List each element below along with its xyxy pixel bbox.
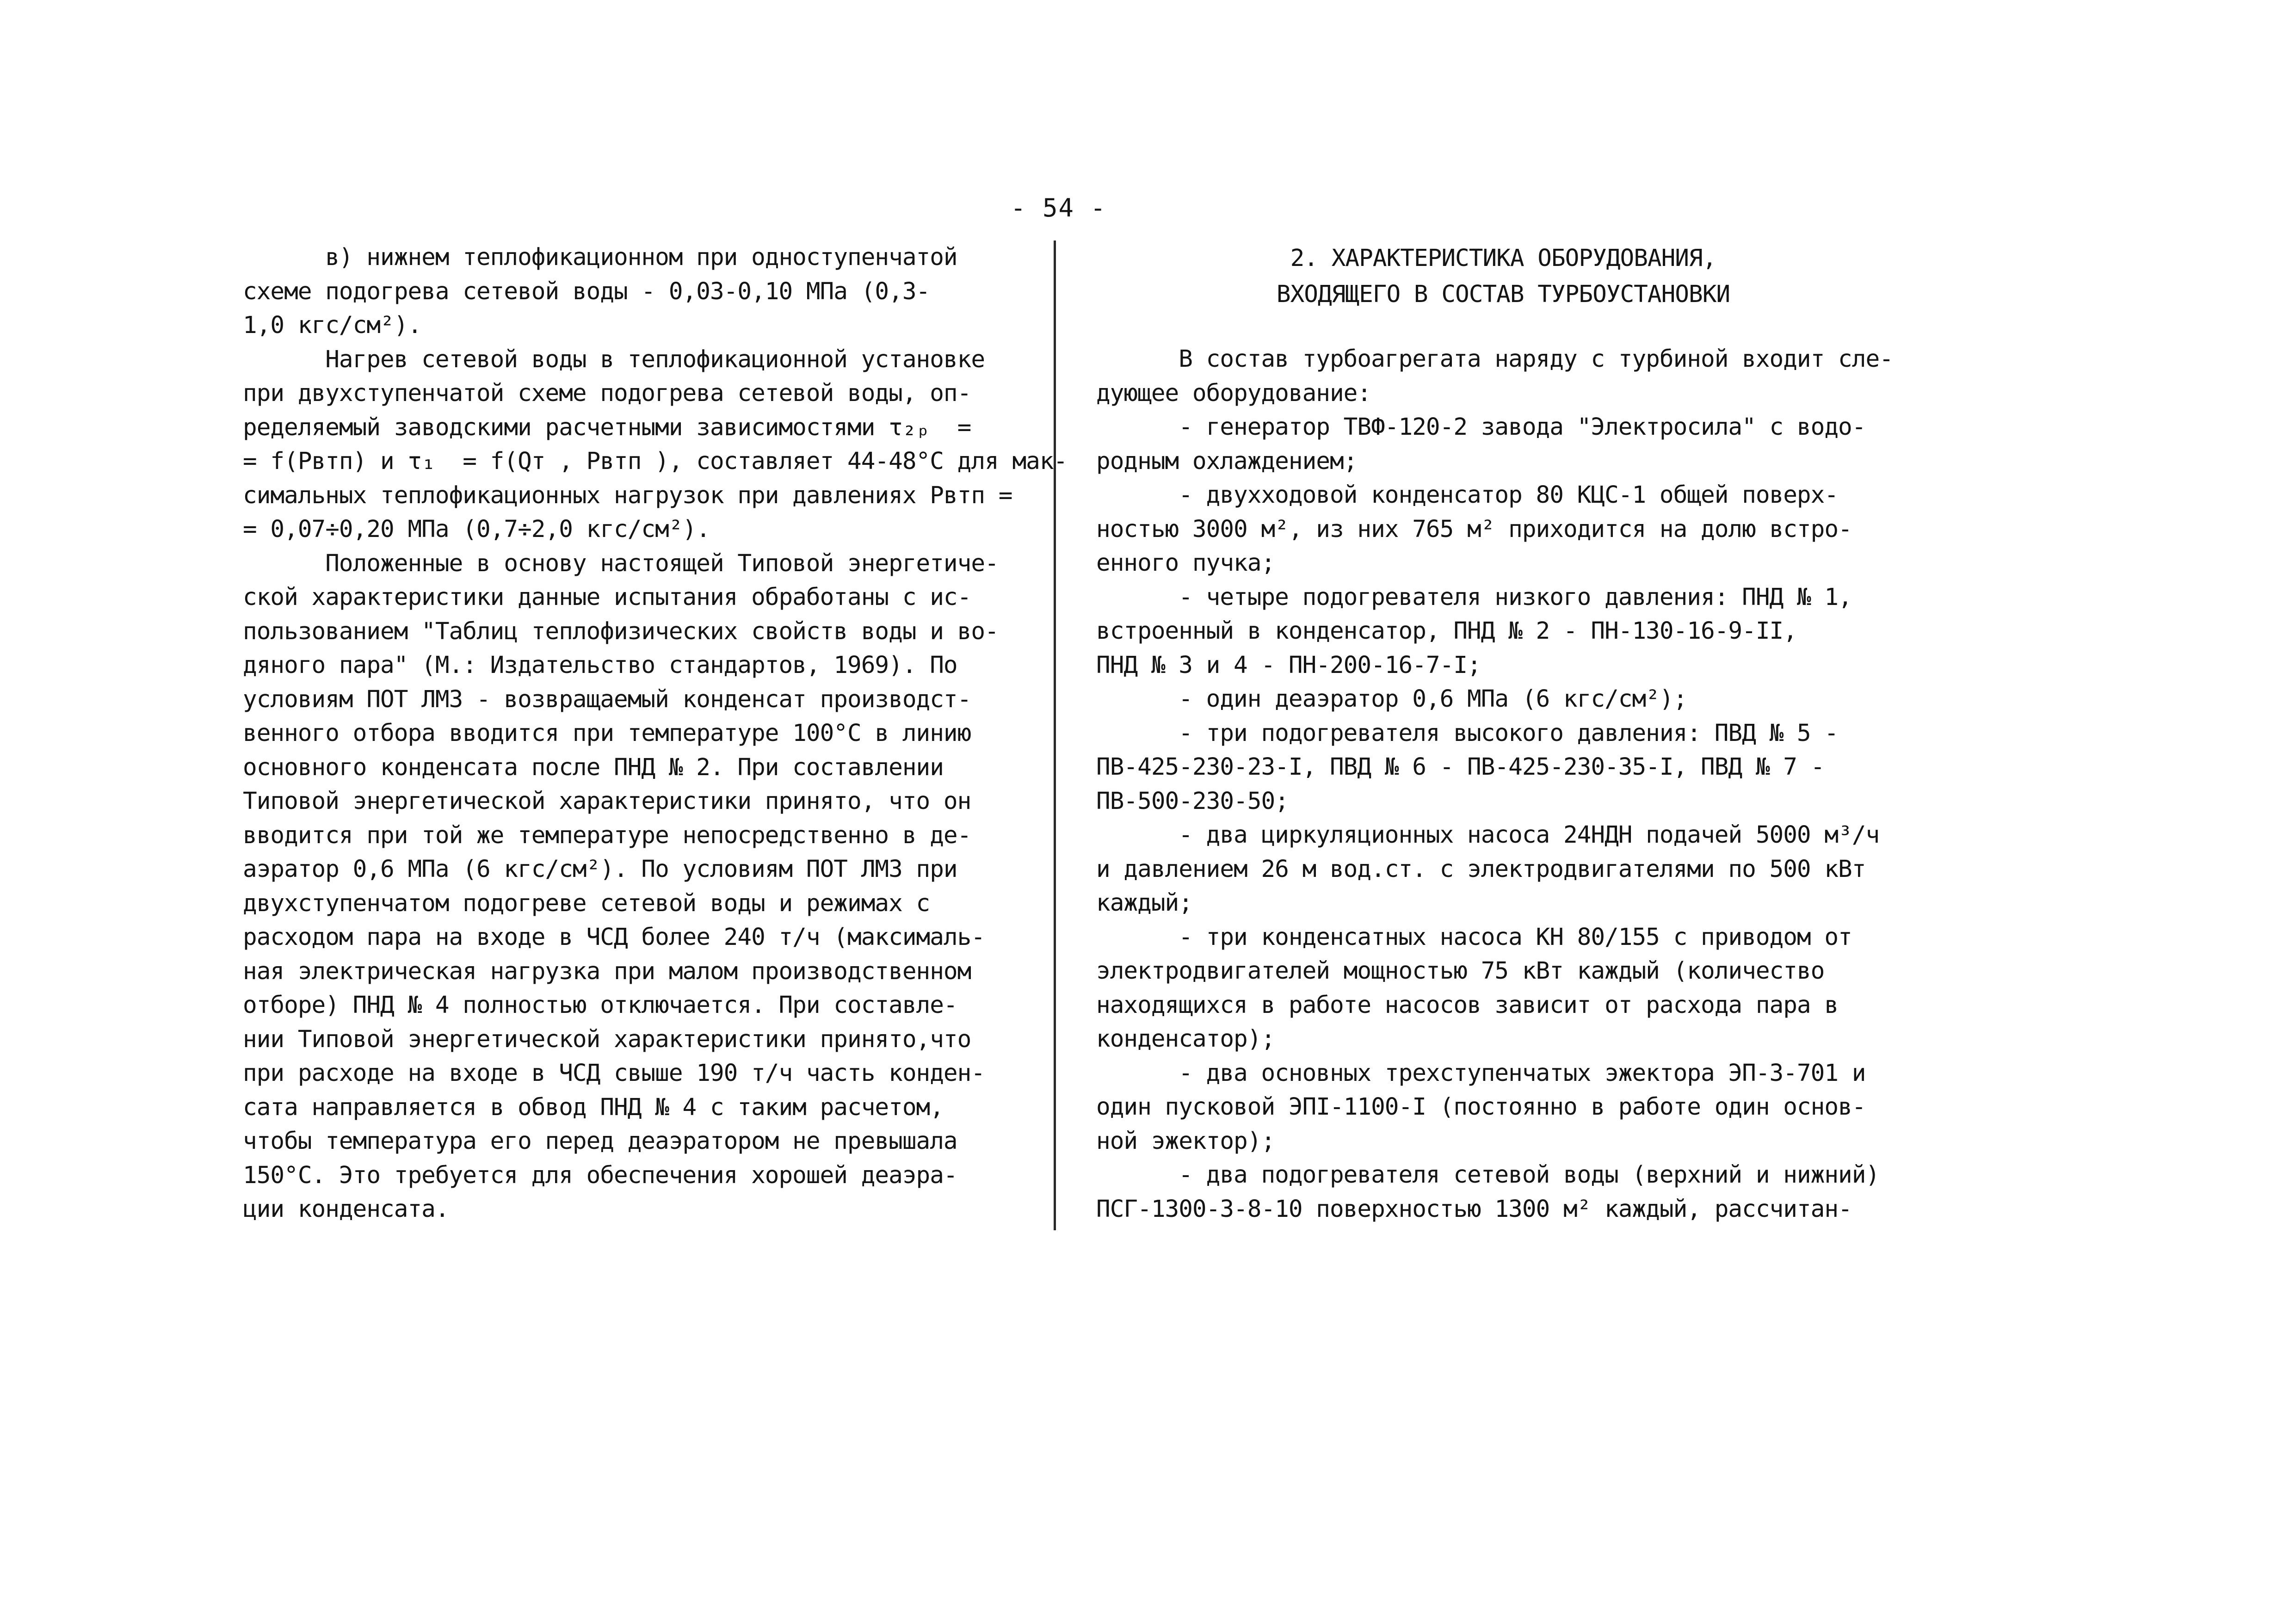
text-line: и давлением 26 м вод.ст. с электродвигателями по 500 кВт xyxy=(1096,855,1866,883)
text-line: ной эжектор); xyxy=(1096,1127,1275,1155)
text-line: 1,0 кгс/см²). xyxy=(243,312,422,339)
text-line: - двухходовой конденсатор 80 КЦС-1 общей поверх- xyxy=(1096,481,1839,509)
text-line: находящихся в работе насосов зависит от расхода пара в xyxy=(1096,991,1839,1019)
left-column xyxy=(243,241,1068,1227)
text-line: ПСГ-1300-3-8-10 поверхностью 1300 м² каждый, рассчитан- xyxy=(1096,1195,1852,1223)
text-line: каждый; xyxy=(1096,889,1192,917)
text-line: - один деаэратор 0,6 МПа (6 кгс/см²); xyxy=(1096,685,1687,713)
text-line: Нагрев сетевой воды в теплофикационной установке xyxy=(243,345,985,373)
text-line: - три конденсатных насоса КН 80/155 с приводом от xyxy=(1096,923,1852,951)
text-line: отборе) ПНД № 4 полностью отключается. При составле- xyxy=(243,992,957,1019)
text-line: пользованием "Таблиц теплофизических свойств воды и во- xyxy=(243,617,999,645)
text-line: - два подогревателя сетевой воды (верхний и нижний) xyxy=(1096,1161,1880,1189)
text-line: ПНД № 3 и 4 - ПН-200-16-7-I; xyxy=(1096,651,1481,679)
text-line: ПВ-500-230-50; xyxy=(1096,787,1289,815)
text-line: аэратор 0,6 МПа (6 кгс/см²). По условиям ПОТ ЛМЗ при xyxy=(243,856,957,883)
text-line: - генератор ТВФ-120-2 завода "Электросила" с водо- xyxy=(1096,413,1866,441)
text-line: чтобы температура его перед деаэратором не превышала xyxy=(243,1128,957,1155)
text-line: нии Типовой энергетической характеристики принято,что xyxy=(243,1025,971,1053)
text-line: ная электрическая нагрузка при малом производственном xyxy=(243,957,971,985)
text-line: - два основных трехступенчатых эжектора ЭП-3-701 и xyxy=(1096,1059,1866,1087)
text-line: Положенные в основу настоящей Типовой энергетиче- xyxy=(243,549,999,577)
text-line: ПВ-425-230-23-I, ПВД № 6 - ПВ-425-230-35-I, ПВД № 7 - xyxy=(1096,753,1825,781)
text-line: сата направляется в обвод ПНД № 4 с таким расчетом, xyxy=(243,1093,944,1121)
text-line: ции конденсата. xyxy=(243,1196,449,1223)
section-title-line: ВХОДЯЩЕГО В СОСТАВ ТУРБОУСТАНОВКИ xyxy=(1276,281,1730,308)
text-line: енного пучка; xyxy=(1096,549,1275,577)
text-line: дующее оборудование: xyxy=(1096,379,1371,407)
text-line: расходом пара на входе в ЧСД более 240 т/ч (максималь- xyxy=(243,924,985,951)
text-line: дяного пара" (М.: Издательство стандартов, 1969). По xyxy=(243,652,957,679)
text-line: ределяемый заводскими расчетными зависимостями τ₂ₚ = xyxy=(243,413,971,441)
text-line: электродвигателей мощностью 75 кВт каждый (количество xyxy=(1096,957,1825,985)
page-number: - 54 - xyxy=(1011,193,1107,222)
text-line: 150°С. Это требуется для обеспечения хорошей деаэра- xyxy=(243,1161,957,1189)
section-title xyxy=(1096,241,1910,313)
text-line: схеме подогрева сетевой воды - 0,03-0,10 МПа (0,3- xyxy=(243,278,930,305)
text-line: = f(Pвтп) и τ₁ = f(Qт , Pвтп ), составляет 44-48°С для мак- xyxy=(243,448,1068,475)
column-divider xyxy=(1054,241,1056,1230)
text-line: ностью 3000 м², из них 765 м² приходится на долю встро- xyxy=(1096,515,1852,543)
text-line: = 0,07÷0,20 МПа (0,7÷2,0 кгс/см²). xyxy=(243,516,710,543)
text-line: симальных теплофикационных нагрузок при давлениях Pвтп = xyxy=(243,481,1012,509)
text-line: при расходе на входе в ЧСД свыше 190 т/ч часть конден- xyxy=(243,1060,985,1087)
section-title-line: 2. ХАРАКТЕРИСТИКА ОБОРУДОВАНИЯ, xyxy=(1290,245,1716,272)
text-line: вводится при той же температуре непосредственно в де- xyxy=(243,821,971,849)
text-line: - два циркуляционных насоса 24НДН подачей 5000 м³/ч xyxy=(1096,821,1880,849)
text-line: в) нижнем теплофикационном при одноступенчатой xyxy=(243,244,957,271)
text-line: ской характеристики данные испытания обработаны с ис- xyxy=(243,584,971,611)
text-line: родным охлаждением; xyxy=(1096,447,1358,475)
text-line: Типовой энергетической характеристики принято, что он xyxy=(243,788,971,815)
text-line: встроенный в конденсатор, ПНД № 2 - ПН-130-16-9-II, xyxy=(1096,617,1797,645)
text-line: В состав турбоагрегата наряду с турбиной входит сле- xyxy=(1096,345,1893,373)
right-column xyxy=(1096,342,1910,1226)
text-line: при двухступенчатой схеме подогрева сетевой воды, оп- xyxy=(243,380,971,407)
text-line: один пусковой ЭПI-1100-I (постоянно в работе один основ- xyxy=(1096,1093,1866,1121)
text-line: - четыре подогревателя низкого давления: ПНД № 1, xyxy=(1096,583,1852,611)
text-line: условиям ПОТ ЛМЗ - возвращаемый конденсат производст- xyxy=(243,685,971,713)
text-line: двухступенчатом подогреве сетевой воды и режимах с xyxy=(243,889,930,917)
text-line: основного конденсата после ПНД № 2. При составлении xyxy=(243,753,944,781)
text-line: конденсатор); xyxy=(1096,1025,1275,1053)
text-line: венного отбора вводится при температуре 100°С в линию xyxy=(243,720,971,747)
text-line: - три подогревателя высокого давления: ПВД № 5 - xyxy=(1096,719,1839,747)
